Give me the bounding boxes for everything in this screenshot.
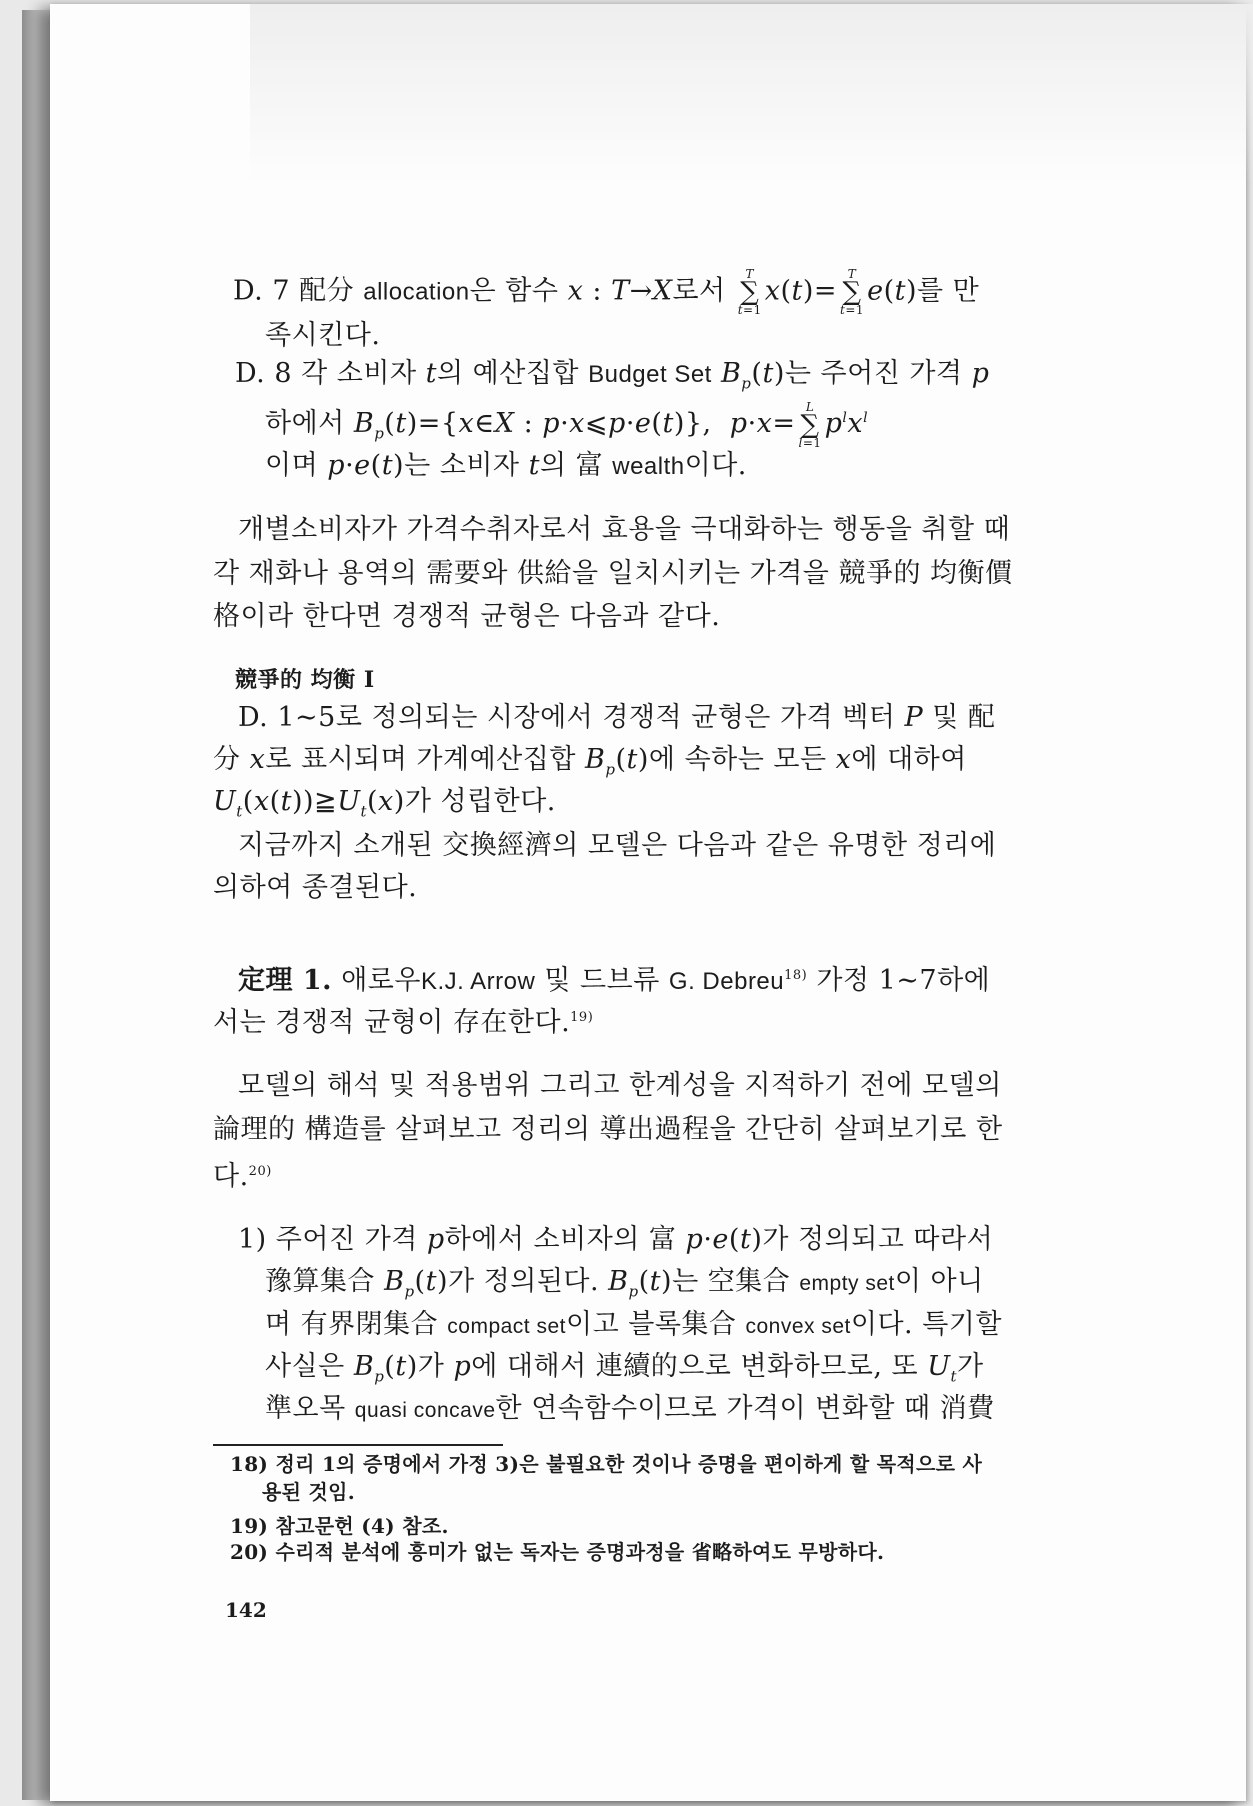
page-top-shading	[250, 4, 1253, 184]
footnote-ref: 18)	[784, 968, 808, 983]
definition-d8-line3: 이며 p·e(t)는 소비자 t의 富 wealth이다.	[265, 450, 747, 481]
item1-line1: 1) 주어진 가격 p하에서 소비자의 富 p·e(t)가 정의되고 따라서	[238, 1224, 994, 1255]
model-paragraph-line: 論理的 構造를 살펴보고 정리의 導出過程을 간단히 살펴보기로 한	[213, 1114, 1003, 1145]
intro-paragraph-line: 개별소비자가 가격수취자로서 효용을 극대화하는 행동을 취할 때	[238, 514, 1011, 545]
item1-line5: 準오목 quasi concave한 연속함수이므로 가격이 변화할 때 消費	[265, 1393, 995, 1424]
footnote-rule	[213, 1444, 503, 1446]
summation: T ∑ t=1	[737, 267, 762, 317]
section-heading: 競爭的 均衡 I	[235, 667, 375, 693]
d7-label: D. 7	[233, 275, 291, 307]
theorem-label: 定理 1.	[238, 965, 333, 996]
equilibrium-line3: $U_t(x(t))≧U_t(x)$가 성립한다.	[213, 786, 556, 821]
item1-line3: 며 有界閉集合 compact set이고 블록集合 convex set이다. 특기할	[265, 1309, 1002, 1340]
model-paragraph-line: 다.$^{20)}$	[213, 1161, 272, 1192]
definition-d7-line2: 족시킨다.	[265, 320, 381, 351]
theorem-line2: 서는 경쟁적 균형이 存在한다.$^{19)}$	[213, 1007, 594, 1038]
theorem-line1: 定理 1. 애로우K.J. Arrow 및 드브류 G. Debreu$^{18)}$ 가정 1∼7하에	[238, 965, 991, 996]
math-x-map: x	[567, 275, 584, 307]
page-number: 142	[225, 1598, 267, 1622]
footnote-ref: 19)	[570, 1010, 594, 1025]
equilibrium-line4: 지금까지 소개된 交換經濟의 모델은 다음과 같은 유명한 정리에	[238, 830, 997, 861]
book-spine	[22, 10, 52, 1800]
equilibrium-line1: D. 1∼5로 정의되는 시장에서 경쟁적 균형은 가격 벡터 P 및 配	[238, 702, 996, 733]
equilibrium-line5: 의하여 종결된다.	[213, 872, 418, 903]
definition-d7-line1: D. 7 配分 allocation은 함수 x : T→X로서 T ∑ t=1x(t)=T ∑ t=1e(t)를 만	[233, 267, 980, 317]
item1-line2: 豫算集合 $B_p(t)$가 정의된다. $B_p(t)$는 空集合 empty set이 아니	[265, 1266, 984, 1301]
item1-line4: 사실은 $B_p(t)$가 p에 대해서 連續的으로 변화하므로, 또 $U_t$가	[265, 1351, 984, 1386]
definition-d8-line1: D. 8 각 소비자 t의 예산집합 Budget Set $B_p(t)$는 주어진 가격 p	[235, 358, 990, 393]
summation: L ∑ l=1	[798, 399, 822, 450]
intro-paragraph-line: 格이라 한다면 경쟁적 균형은 다음과 같다.	[213, 601, 721, 632]
footnote-20: 20) 수리적 분석에 흥미가 없는 독자는 증명과정을 省略하여도 무방하다.	[230, 1540, 885, 1564]
summation: T ∑ t=1	[840, 267, 865, 317]
model-paragraph-line: 모델의 해석 및 적용범위 그리고 한계성을 지적하기 전에 모델의	[238, 1070, 1002, 1101]
footnote-ref: 20)	[248, 1164, 272, 1179]
footnote-19: 19) 참고문헌 (4) 참조.	[230, 1514, 449, 1538]
definition-d8-line2: 하에서 $B_p(t)=\{x\in X$ : p·x⩽p·e(t)}, p·x=L ∑ $l=1p^lx^l$	[265, 399, 869, 450]
intro-paragraph-line: 각 재화나 용역의 需要와 供給을 일치시키는 가격을 競爭的 均衡價	[213, 558, 1013, 589]
equilibrium-line2: 分 x로 표시되며 가계예산집합 $B_p(t)$에 속하는 모든 x에 대하여	[213, 744, 967, 779]
footnote-18-cont: 용된 것임.	[262, 1480, 356, 1504]
footnote-18: 18) 정리 1의 증명에서 가정 3)은 불필요한 것이나 증명을 편이하게 할 목적으로 사	[230, 1452, 983, 1476]
